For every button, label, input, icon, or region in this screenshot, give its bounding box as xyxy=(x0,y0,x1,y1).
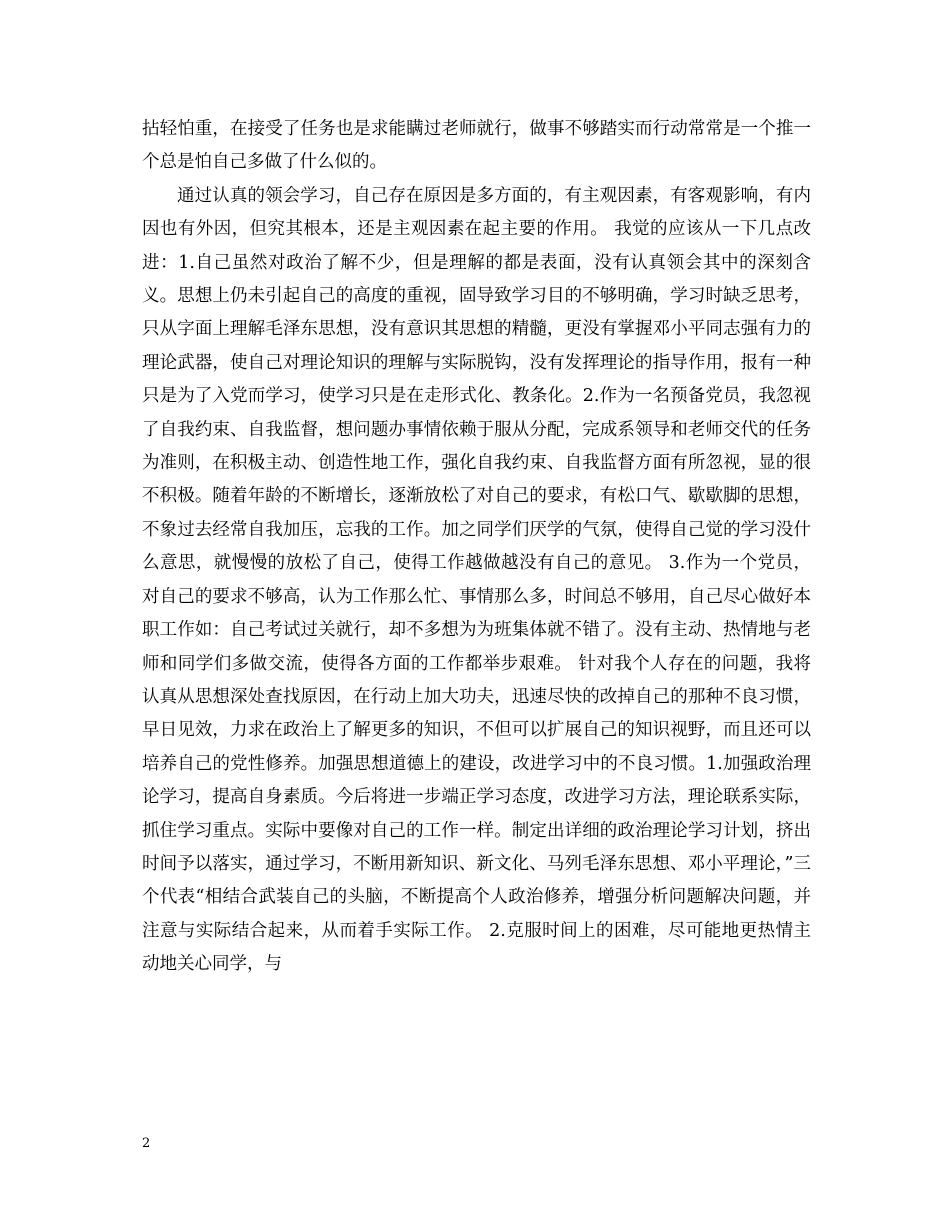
paragraph-main: 通过认真的领会学习，自己存在原因是多方面的，有主观因素，有客观影响，有内因也有外因，但究其根本，还是主观因素在起主要的作用。 我觉的应该从一下几点改进：1.自己虽然对政治了解不少，但是理解的都是表面，没有认真领会其中的深刻含义。思想上仍未引起自己的高度的重视，固导致学习目的不够明确，学习时缺乏思考，只从字面上理解毛泽东思想，没有意识其思想的精髓，更没有掌握邓小平同志强有力的理论武器，使自己对理论知识的理解与实际脱钩，没有发挥理论的指导作用，报有一种只是为了入党而学习，使学习只是在走形式化、教条化。2.作为一名预备党员，我忽视了自我约束、自我监督，想问题办事情依赖于服从分配，完成系领导和老师交代的任务为准则，在积极主动、创造性地工作，强化自我约束、自我监督方面有所忽视，显的很不积极。随着年龄的不断增长，逐渐放松了对自己的要求，有松口气、歇歇脚的思想，不象过去经常自我加压，忘我的工作。加之同学们厌学的气氛，使得自己觉的学习没什么意思，就慢慢的放松了自己，使得工作越做越没有自己的意见。 3.作为一个党员，对自己的要求不够高，认为工作那么忙、事情那么多，时间总不够用，自己尽心做好本职工作如：自己考试过关就行，却不多想为为班集体就不错了。没有主动、热情地与老师和同学们多做交流，使得各方面的工作都举步艰难。 针对我个人存在的问题，我将认真从思想深处查找原因，在行动上加大功夫，迅速尽快的改掉自己的那种不良习惯，早日见效，力求在政治上了解更多的知识，不但可以扩展自己的知识视野，而且还可以培养自己的党性修养。加强思想道德上的建设，改进学习中的不良习惯。1.加强政治理论学习，提高自身素质。今后将进一步端正学习态度，改进学习方法，理论联系实际，抓住学习重点。实际中要像对自己的工作一样。制定出详细的政治理论学习计划，挤出时间予以落实，通过学习，不断用新知识、新文化、马列毛泽东思想、邓小平理论，”三个代表“相结合武装自己的头脑，不断提高个人政治修养，增强分析问题解决问题，并注意与实际结合起来，从而着手实际工作。 2.克服时间上的困难，尽可能地更热情主动地关心同学，与 xyxy=(142,185,811,975)
page-number: 2 xyxy=(142,1136,151,1151)
paragraph-continuation: 拈轻怕重，在接受了任务也是求能瞒过老师就行，做事不够踏实而行动常常是一个推一个总是怕自己多做了什么似的。 xyxy=(142,119,811,173)
body-text xyxy=(142,113,811,982)
